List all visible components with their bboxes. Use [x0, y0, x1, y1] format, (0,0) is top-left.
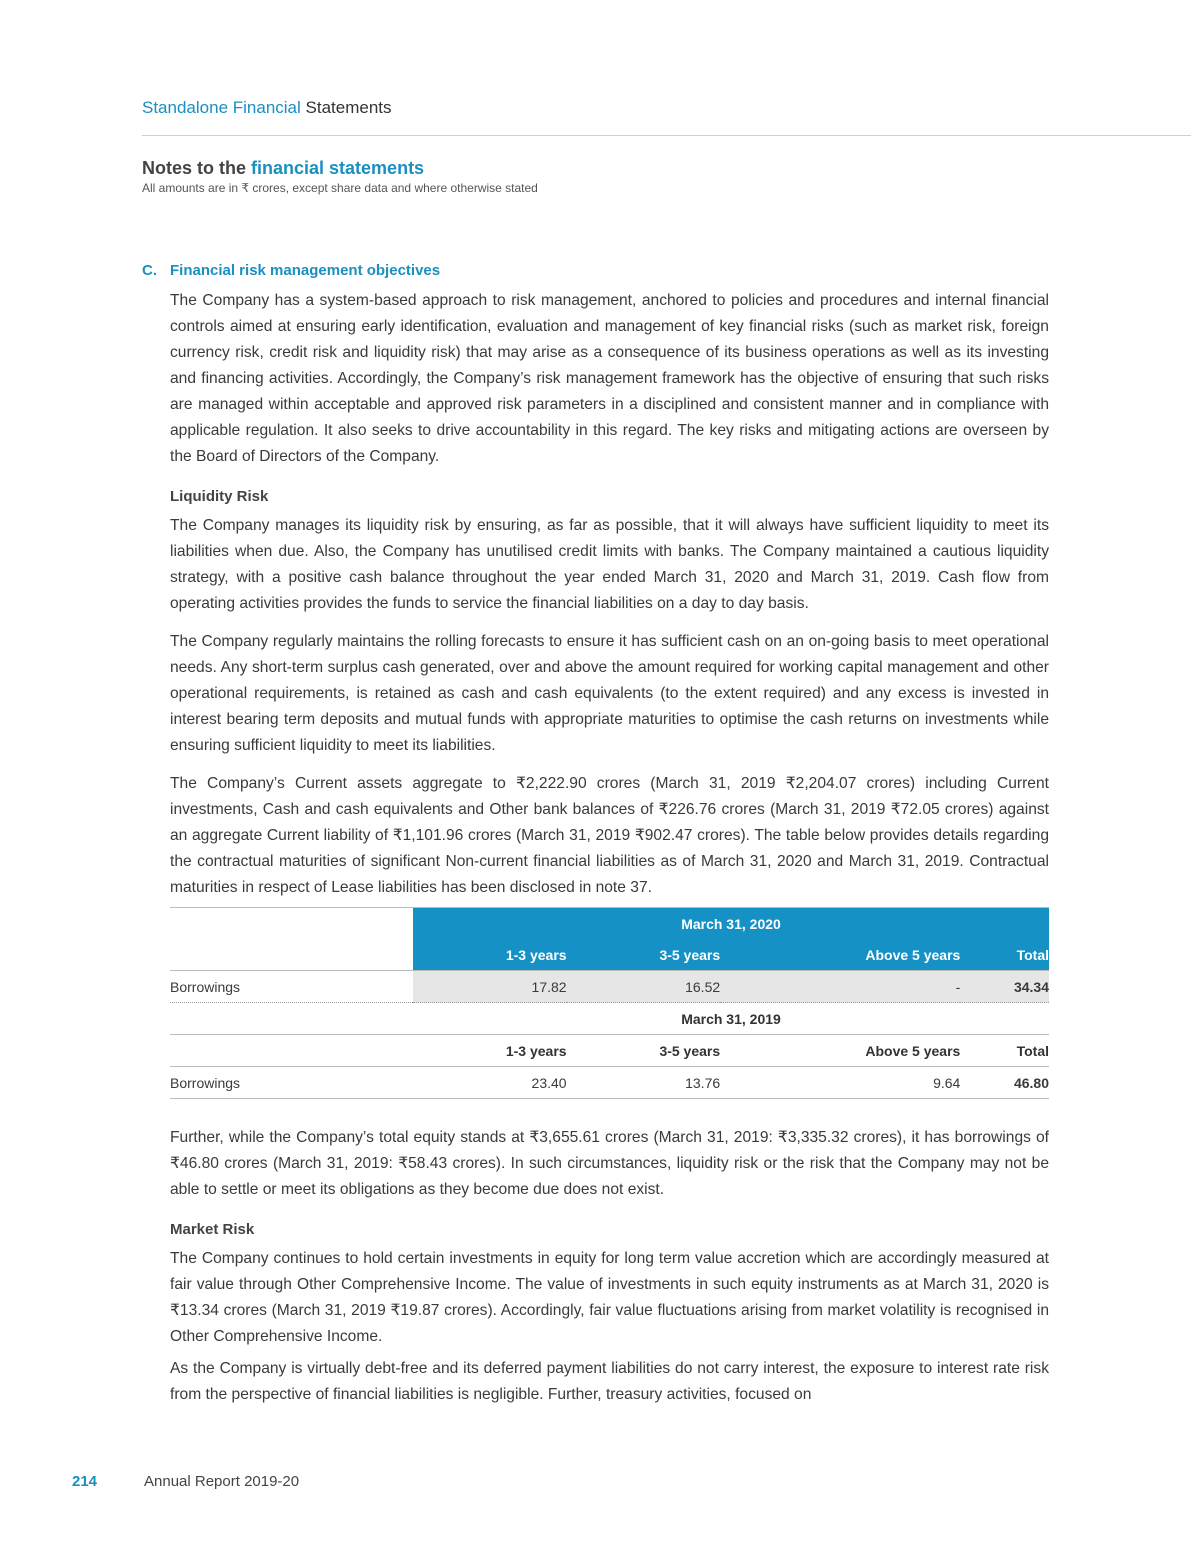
cell-value: 13.76: [567, 1067, 721, 1099]
table-col-header-2019: [170, 1035, 1049, 1067]
row-label: Borrowings: [170, 971, 413, 1003]
table-empty-cell: [170, 939, 413, 971]
cell-value: 23.40: [413, 1067, 567, 1099]
table-col-header-2020: [170, 939, 1049, 971]
table-row: [170, 1067, 1049, 1099]
cell-total: 34.34: [960, 971, 1049, 1003]
liquidity-paragraph-1: The Company manages its liquidity risk by ensuring, as far as possible, that it will always have sufficient liquidity to meet its liabilities when due. Also, the Company has unutilised credit limits with banks. The Company maintained a cautious liquidity strategy, with a positive cash balance throughout the year ended March 31, 2020 and March 31, 2019. Cash flow from operating activities provides the funds to service the financial liabilities on a day to day basis.: [170, 517, 1049, 612]
table-row: [170, 971, 1049, 1003]
running-header: [142, 98, 392, 118]
cell-value: 17.82: [413, 971, 567, 1003]
header-divider: [142, 135, 1191, 136]
page-number: 214: [72, 1473, 98, 1490]
page-content: [142, 262, 1049, 1420]
liquidity-paragraph-4: Further, while the Company’s total equity stands at ₹3,655.61 crores (March 31, 2019: ₹3,335.32 crores), it has borrowings of ₹46.80 crores (March 31, 2019: ₹58.43 crores). In such circumstances, liquidity risk or the risk that the Company may not be able to settle or meet its obligations as they become due does not exist.: [170, 1129, 1049, 1198]
col-3-5-years: 3-5 years: [567, 1035, 721, 1067]
col-total: Total: [960, 1035, 1049, 1067]
market-heading: Market Risk: [170, 1221, 255, 1238]
section-body: [170, 288, 1049, 1408]
cell-value: 16.52: [567, 971, 721, 1003]
liquidity-paragraph-3: The Company’s Current assets aggregate to ₹2,222.90 crores (March 31, 2019 ₹2,204.07 crores) including Current investments, Cash and cash equivalents and Other bank balances of ₹226.76 crores (March 31, 2019 ₹72.05 crores) against an aggregate Current liability of ₹1,101.96 crores (March 31, 2019 ₹902.47 crores). The table below provides details regarding the contractual maturities of significant Non-current financial liabilities as of March 31, 2020 and March 31, 2019. Contractual maturities in respect of Lease liabilities has been disclosed in note 37.: [170, 775, 1049, 896]
running-header-teal: Standalone Financial: [142, 98, 301, 117]
market-paragraph-1: The Company continues to hold certain investments in equity for long term value accretion which are accordingly measured at fair value through Other Comprehensive Income. The value of investments in such equity instruments as at March 31, 2020 is ₹13.34 crores (March 31, 2019 ₹19.87 crores). Accordingly, fair value fluctuations arising from market volatility is recognised in Other Comprehensive Income.: [170, 1250, 1049, 1345]
table-year-2020: March 31, 2020: [413, 908, 1049, 940]
table-year-2019: March 31, 2019: [413, 1003, 1049, 1035]
col-1-3-years: 1-3 years: [413, 1035, 567, 1067]
table-year-header-2019: [170, 1003, 1049, 1035]
cell-value: -: [720, 971, 960, 1003]
notes-subtitle: All amounts are in ₹ crores, except share data and where otherwise stated: [142, 181, 538, 195]
table-empty-cell: [170, 908, 413, 940]
table-year-header-2020: [170, 908, 1049, 940]
col-total: Total: [960, 939, 1049, 971]
notes-title: [142, 158, 424, 179]
col-above-5-years: Above 5 years: [720, 1035, 960, 1067]
cell-total: 46.80: [960, 1067, 1049, 1099]
col-1-3-years: 1-3 years: [413, 939, 567, 971]
table-empty-cell: [170, 1035, 413, 1067]
cell-value: 9.64: [720, 1067, 960, 1099]
footer-title: Annual Report 2019-20: [144, 1473, 300, 1490]
notes-title-teal: financial statements: [251, 158, 425, 178]
col-above-5-years: Above 5 years: [720, 939, 960, 971]
section-heading: [142, 262, 1049, 279]
section-title: Financial risk management objectives: [170, 262, 441, 279]
table-empty-cell: [170, 1003, 413, 1035]
market-paragraph-2: As the Company is virtually debt-free and its deferred payment liabilities do not carry interest, the exposure to interest rate risk from the perspective of financial liabilities is negligible. Further, treasury activities, focused on: [170, 1360, 1049, 1403]
row-label: Borrowings: [170, 1067, 413, 1099]
liquidity-paragraph-2: The Company regularly maintains the rolling forecasts to ensure it has sufficient cash on an on-going basis to meet operational needs. Any short-term surplus cash generated, over and above the amount required for working capital management and other operational requirements, is retained as cash and cash equivalents (to the extent required) and any excess is invested in interest bearing term deposits and mutual funds with appropriate maturities to optimise the cash returns on investments while ensuring sufficient liquidity to meet its liabilities.: [170, 633, 1049, 754]
col-3-5-years: 3-5 years: [567, 939, 721, 971]
maturity-table: [170, 907, 1049, 1099]
intro-paragraph: The Company has a system-based approach to risk management, anchored to policies and procedures and internal financial controls aimed at ensuring early identification, evaluation and management of key financial risks (such as market risk, foreign currency risk, credit risk and liquidity risk) that may arise as a consequence of its business operations as well as its investing and financing activities. Accordingly, the Company’s risk management framework has the objective of ensuring that such risks are managed within acceptable and approved risk parameters in a disciplined and consistent manner and in compliance with applicable regulation. It also seeks to drive accountability in this regard. The key risks and mitigating actions are overseen by the Board of Directors of the Company.: [170, 292, 1049, 465]
section-number: C.: [142, 262, 157, 279]
running-header-rest: Statements: [300, 98, 392, 117]
notes-title-prefix: Notes to the: [142, 158, 252, 178]
liquidity-heading: Liquidity Risk: [170, 488, 269, 505]
